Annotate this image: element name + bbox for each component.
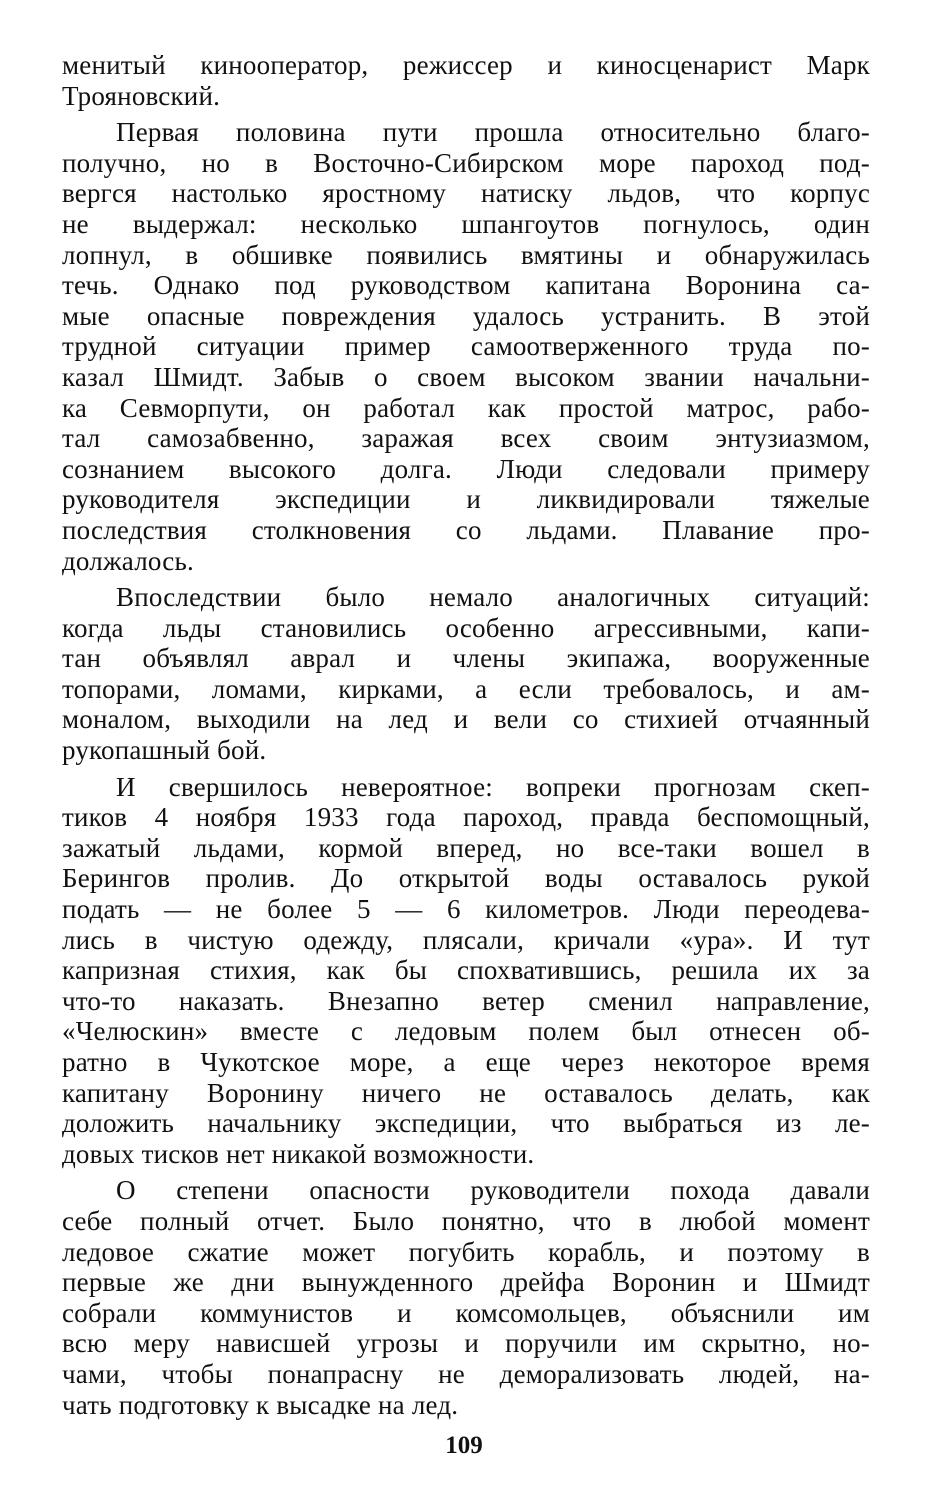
text-line: чами, чтобы понапрасну не деморализовать людей, на- — [62, 1358, 870, 1389]
text-line: казал Шмидт. Забыв о своем высоком звании начальни- — [62, 361, 870, 392]
text-line: менитый кинооператор, режиссер и киносценарист Марк — [62, 50, 870, 80]
text-line: сознанием высокого долга. Люди следовали примеру — [62, 453, 870, 484]
text-line: тал самозабвенно, заражая всех своим энтузиазмом, — [62, 423, 870, 454]
text-line: течь. Однако под руководством капитана Воронина са- — [62, 270, 870, 301]
text-line: моналом, выходили на лед и вели со стихией отчаянный — [62, 704, 870, 735]
text-line: лись в чистую одежду, плясали, кричали «ура». И тут — [62, 924, 870, 955]
text-line: Первая половина пути прошла относительно благо- — [116, 117, 870, 148]
text-line: И свершилось невероятное: вопреки прогнозам скеп- — [116, 771, 870, 802]
text-line: ка Севморпути, он работал как простой матрос, рабо- — [62, 392, 870, 423]
paragraph — [62, 582, 870, 766]
text-line: топорами, ломами, кирками, а если требовалось, и ам- — [62, 673, 870, 704]
text-line: лопнул, в обшивке появились вмятины и обнаружилась — [62, 239, 870, 270]
page-number: 109 — [445, 1432, 483, 1459]
text-line: что-то наказать. Внезапно ветер сменил направление, — [62, 985, 870, 1016]
paragraph — [62, 117, 870, 576]
text-line: подать — не более 5 — 6 километров. Люди переодева- — [62, 894, 870, 925]
text-line: доложить начальнику экспедиции, что выбраться из ле- — [62, 1108, 870, 1139]
text-line: трудной ситуации пример самоотверженного труда по- — [62, 331, 870, 362]
text-line: «Челюскин» вместе с ледовым полем был отнесен об- — [62, 1016, 870, 1047]
text-line: первые же дни вынужденного дрейфа Воронин и Шмидт — [62, 1267, 870, 1298]
text-line: Впоследствии было немало аналогичных ситуаций: — [116, 582, 870, 613]
text-line: себе полный отчет. Было понятно, что в любой момент — [62, 1205, 870, 1236]
text-line: вергся настолько яростному натиску льдов, что корпус — [62, 178, 870, 209]
paragraph-continuation — [62, 50, 870, 111]
text-line: тиков 4 ноября 1933 года пароход, правда беспомощный, — [62, 802, 870, 833]
text-line: ратно в Чукотское море, а еще через некоторое время — [62, 1047, 870, 1077]
text-line: руководителя экспедиции и ликвидировали тяжелые — [62, 484, 870, 515]
text-line: зажатый льдами, кормой вперед, но все-таки вошел в — [62, 832, 870, 863]
text-line: когда льды становились особенно агрессивными, капи- — [62, 612, 870, 643]
text-line: Трояновский. — [62, 80, 221, 111]
text-line: должалось. — [62, 545, 194, 576]
book-page-body — [62, 50, 870, 1426]
text-line: собрали коммунистов и комсомольцев, объяснили им — [62, 1297, 870, 1328]
text-line: капитану Воронину ничего не оставалось делать, как — [62, 1077, 870, 1108]
text-line: чать подготовку к высадке на лед. — [62, 1389, 459, 1420]
paragraph — [62, 1175, 870, 1420]
text-line: тан объявлял аврал и члены экипажа, вооруженные — [62, 643, 870, 674]
text-line: всю меру нависшей угрозы и поручили им скрытно, но- — [62, 1328, 870, 1359]
text-line: капризная стихия, как бы спохватившись, решила их за — [62, 955, 870, 986]
text-line: рукопашный бой. — [62, 735, 267, 766]
text-line: довых тисков нет никакой возможности. — [62, 1138, 535, 1169]
text-line: получно, но в Восточно-Сибирском море пароход под- — [62, 147, 870, 178]
paragraph — [62, 772, 870, 1170]
text-line: последствия столкновения со льдами. Плавание про- — [62, 514, 870, 545]
text-line: О степени опасности руководители похода давали — [116, 1175, 870, 1206]
text-line: мые опасные повреждения удалось устранить. В этой — [62, 300, 870, 331]
text-line: не выдержал: несколько шпангоутов погнулось, один — [62, 208, 870, 239]
text-line: ледовое сжатие может погубить корабль, и поэтому в — [62, 1236, 870, 1267]
text-line: Берингов пролив. До открытой воды оставалось рукой — [62, 863, 870, 894]
